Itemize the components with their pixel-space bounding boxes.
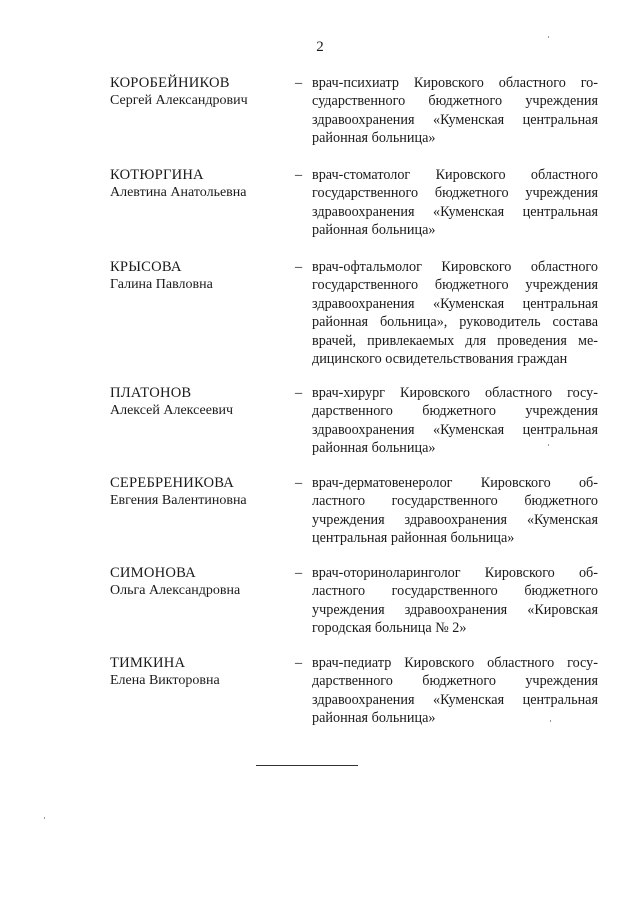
member-surname: КОРОБЕЙНИКОВ xyxy=(110,75,230,91)
position-line: городская больница № 2» xyxy=(312,620,467,637)
position-line: здравоохранения «Куменская центральная xyxy=(312,111,598,128)
member-name xyxy=(110,258,290,295)
scan-speck xyxy=(44,817,45,819)
position-line: дарственного бюджетного учреждения xyxy=(312,673,598,690)
member-position xyxy=(312,258,598,368)
member-surname: ПЛАТОНОВ xyxy=(110,385,192,401)
position-line: районная больница» xyxy=(312,440,436,457)
member-position xyxy=(312,474,598,548)
dash-separator: – xyxy=(295,475,303,491)
position-line: врач-оториноларинголог Кировского об- xyxy=(312,565,598,581)
position-line: здравоохранения «Куменская центральная xyxy=(312,295,598,312)
position-line: здравоохранения «Куменская центральная xyxy=(312,691,598,708)
position-line: учреждения здравоохранения «Кировская xyxy=(312,601,598,618)
position-line: районная больница», руководитель состава xyxy=(312,314,598,331)
position-line: здравоохранения «Куменская центральная xyxy=(312,421,598,438)
position-line: центральная районная больница» xyxy=(312,530,515,547)
position-line: районная больница» xyxy=(312,222,436,239)
position-line: государственного бюджетного учреждения xyxy=(312,185,598,202)
member-name xyxy=(110,474,290,511)
member-surname: СИМОНОВА xyxy=(110,565,196,581)
member-given-names: Сергей Александрович xyxy=(110,93,248,109)
scan-speck xyxy=(548,36,549,38)
member-name xyxy=(110,166,290,203)
member-position xyxy=(312,654,598,728)
member-name xyxy=(110,564,290,601)
position-line: врачей, привлекаемых для проведения ме- xyxy=(312,332,598,349)
dash-separator: – xyxy=(295,75,303,91)
member-name xyxy=(110,74,290,111)
position-line: сударственного бюджетного учреждения xyxy=(312,93,598,110)
member-position xyxy=(312,74,598,148)
member-surname: ТИМКИНА xyxy=(110,655,186,671)
position-line: врач-хирург Кировского областного госу- xyxy=(312,385,598,401)
dash-separator: – xyxy=(295,167,303,183)
member-given-names: Галина Павловна xyxy=(110,277,213,293)
dash-separator: – xyxy=(295,259,303,275)
member-given-names: Ольга Александровна xyxy=(110,583,241,599)
position-line: ластного государственного бюджетного xyxy=(312,493,598,510)
position-line: районная больница» xyxy=(312,130,436,147)
scan-speck xyxy=(550,720,551,722)
member-position xyxy=(312,166,598,240)
closing-rule xyxy=(256,765,358,766)
position-line: врач-педиатр Кировского областного госу- xyxy=(312,655,598,671)
member-surname: СЕРЕБРЕНИКОВА xyxy=(110,475,235,491)
position-line: здравоохранения «Куменская центральная xyxy=(312,203,598,220)
position-line: дицинского освидетельствования граждан xyxy=(312,351,568,368)
member-name xyxy=(110,384,290,421)
position-line: дарственного бюджетного учреждения xyxy=(312,403,598,420)
position-line: врач-психиатр Кировского областного го- xyxy=(312,75,598,91)
member-given-names: Алевтина Анатольевна xyxy=(110,185,247,201)
position-line: врач-дерматовенеролог Кировского об- xyxy=(312,475,598,491)
position-line: учреждения здравоохранения «Куменская xyxy=(312,511,598,528)
member-surname: КРЫСОВА xyxy=(110,259,182,275)
dash-separator: – xyxy=(295,565,303,581)
member-position xyxy=(312,384,598,458)
page-number: 2 xyxy=(316,39,324,55)
member-given-names: Евгения Валентиновна xyxy=(110,493,247,509)
position-line: врач-стоматолог Кировского областного xyxy=(312,167,598,183)
dash-separator: – xyxy=(295,385,303,401)
position-line: ластного государственного бюджетного xyxy=(312,583,598,600)
position-line: врач-офтальмолог Кировского областного xyxy=(312,259,598,275)
member-surname: КОТЮРГИНА xyxy=(110,167,204,183)
position-line: государственного бюджетного учреждения xyxy=(312,277,598,294)
dash-separator: – xyxy=(295,655,303,671)
member-given-names: Алексей Алексеевич xyxy=(110,403,234,419)
scan-speck xyxy=(548,444,549,446)
member-given-names: Елена Викторовна xyxy=(110,673,220,689)
member-position xyxy=(312,564,598,638)
position-line: районная больница» xyxy=(312,710,436,727)
member-name xyxy=(110,654,290,691)
